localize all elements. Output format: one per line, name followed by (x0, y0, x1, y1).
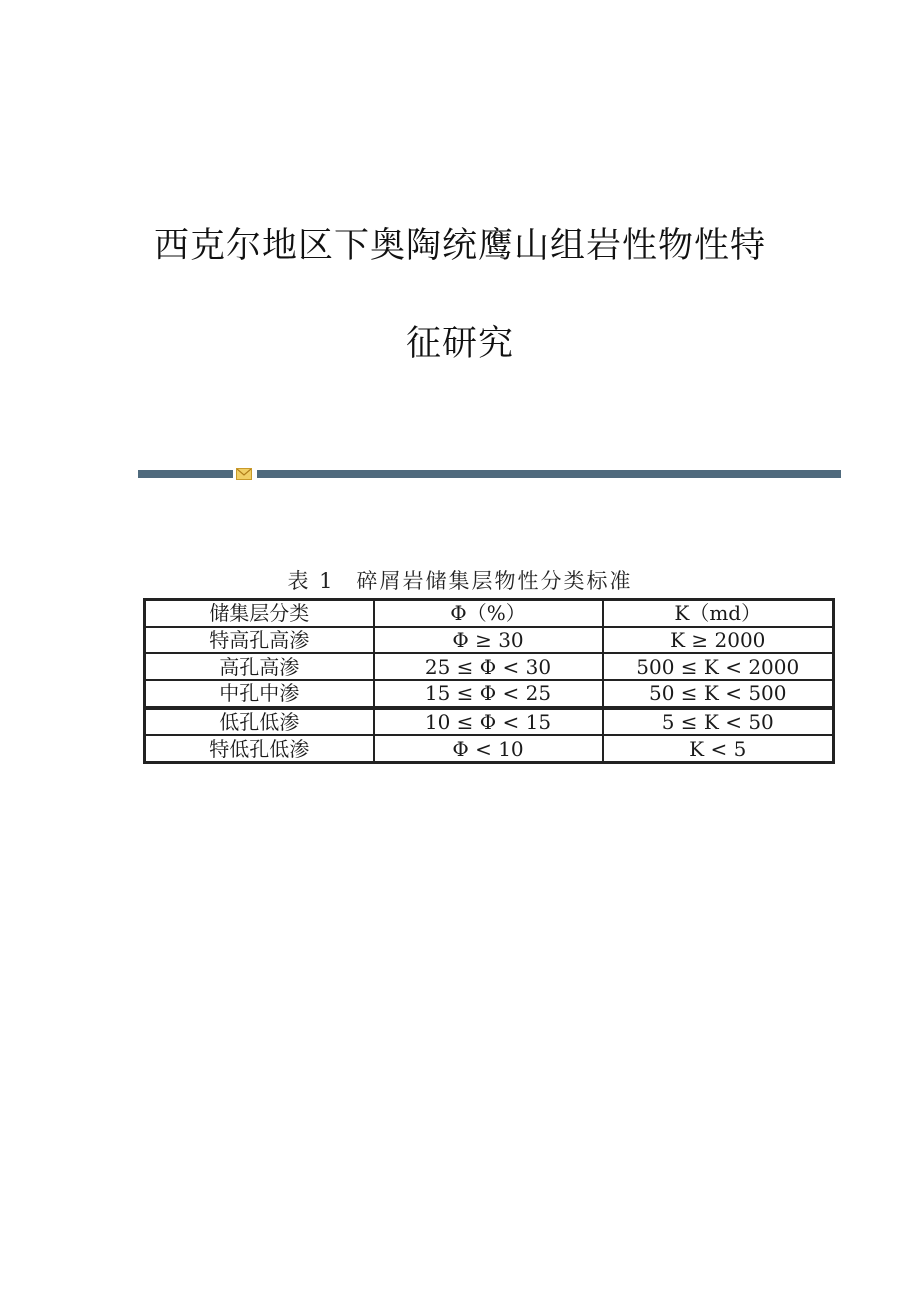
cell-permeability: 500 ≤ K < 2000 (603, 653, 834, 680)
cell-class: 中孔中渗 (145, 680, 374, 708)
cell-class: 特高孔高渗 (145, 627, 374, 654)
cell-porosity: 10 ≤ Φ < 15 (374, 708, 603, 736)
divider-bar-left (138, 470, 233, 478)
table-row (145, 708, 834, 736)
cell-permeability: K ≥ 2000 (603, 627, 834, 654)
header-reservoir-class: 储集层分类 (145, 600, 374, 627)
cell-class: 特低孔低渗 (145, 735, 374, 762)
reservoir-classification-table (143, 598, 835, 764)
cell-permeability: K < 5 (603, 735, 834, 762)
header-permeability: K（md） (603, 600, 834, 627)
cell-permeability: 50 ≤ K < 500 (603, 680, 834, 708)
table-caption-title: 碎屑岩储集层物性分类标准 (356, 569, 633, 593)
table-row (145, 680, 834, 708)
cell-class: 低孔低渗 (145, 708, 374, 736)
table-row (145, 735, 834, 762)
table-caption-number: 表 1 (287, 569, 335, 593)
divider-bar-right (257, 470, 841, 478)
cell-porosity: Φ ≥ 30 (374, 627, 603, 654)
document-title-line-1: 西克尔地区下奥陶统鹰山组岩性物性特 (153, 226, 766, 266)
document-title-line-2: 征研究 (405, 324, 514, 364)
table-row (145, 627, 834, 654)
cell-permeability: 5 ≤ K < 50 (603, 708, 834, 736)
cell-class: 高孔高渗 (145, 653, 374, 680)
cell-porosity: 25 ≤ Φ < 30 (374, 653, 603, 680)
header-porosity: Φ（%） (374, 600, 603, 627)
cell-porosity: 15 ≤ Φ < 25 (374, 680, 603, 708)
table-row (145, 653, 834, 680)
table-header-row (145, 600, 834, 627)
cell-porosity: Φ < 10 (374, 735, 603, 762)
table-caption (0, 565, 920, 595)
envelope-icon (236, 468, 252, 480)
